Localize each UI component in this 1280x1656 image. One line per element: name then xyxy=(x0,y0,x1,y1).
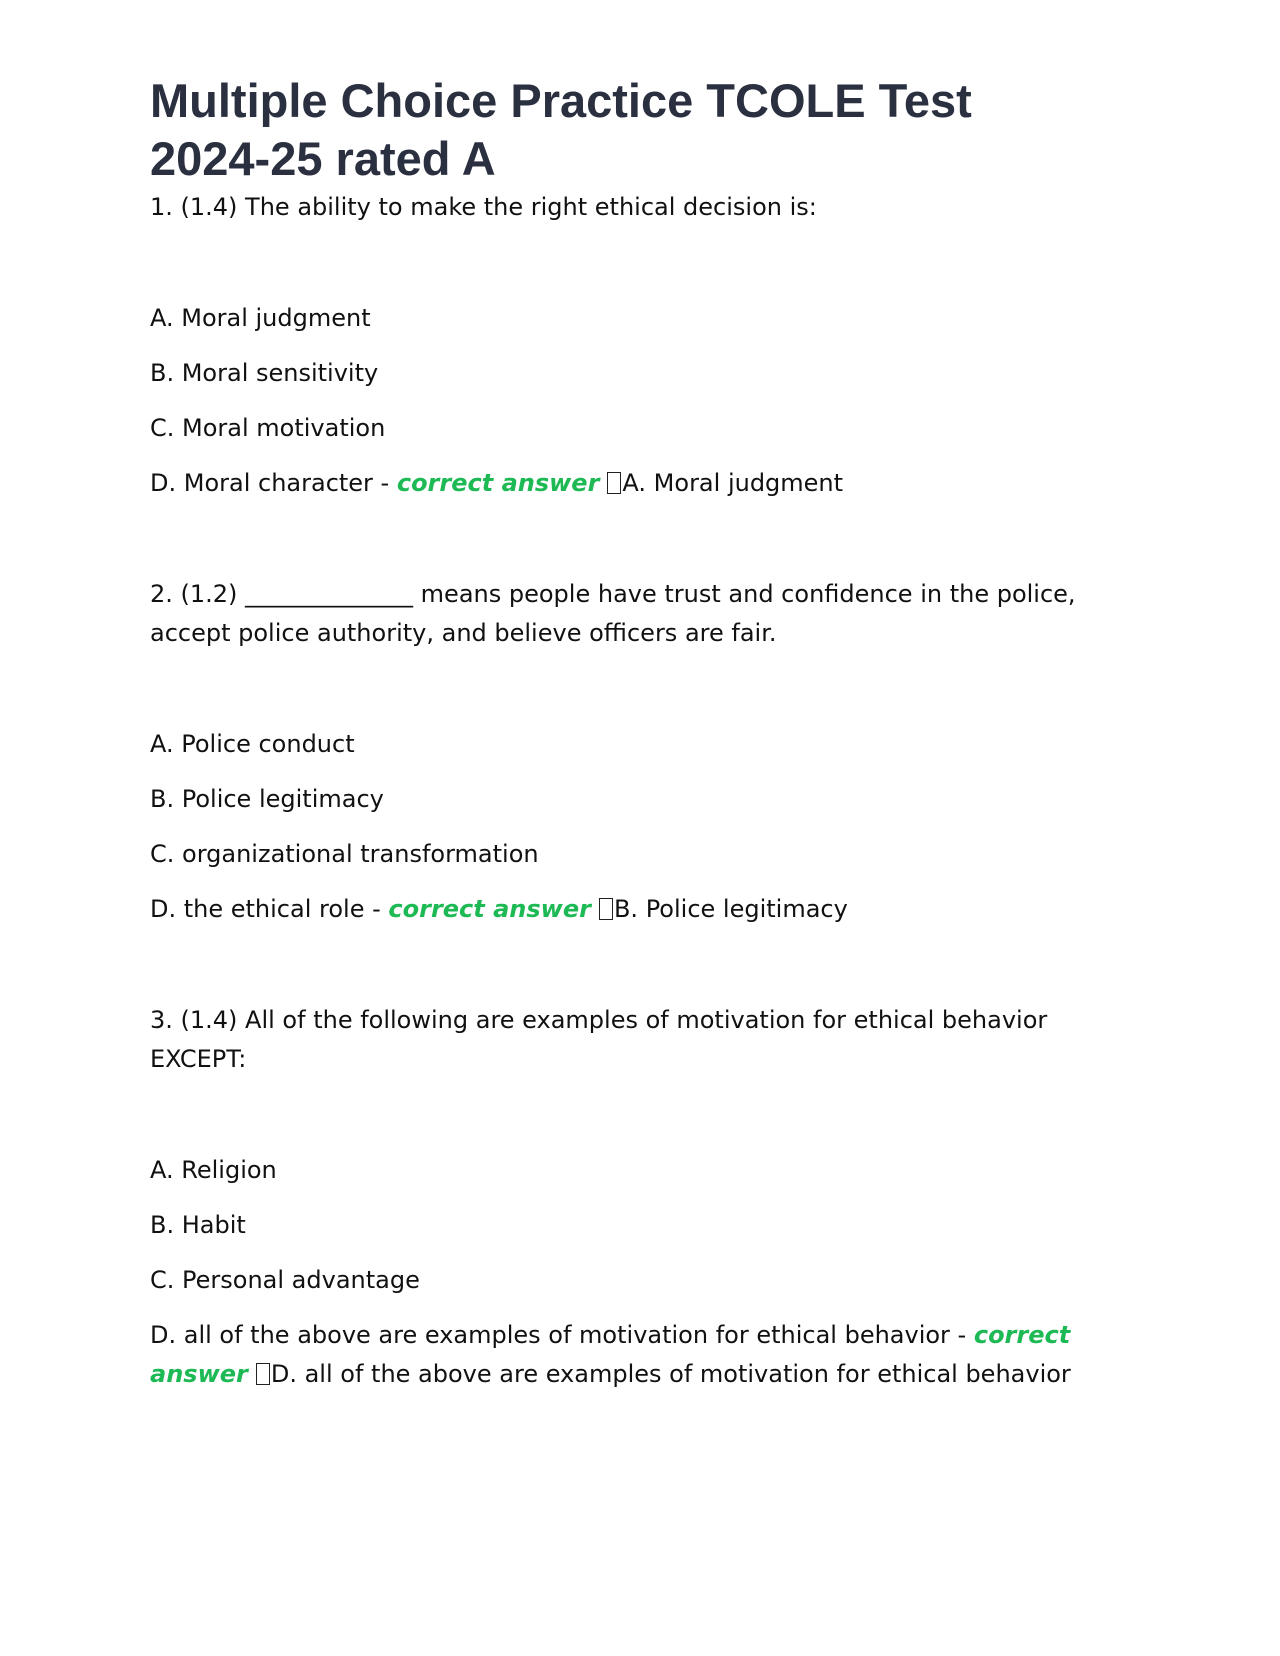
missing-glyph-box-icon xyxy=(607,472,621,494)
option-c: C. Personal advantage xyxy=(150,1266,420,1294)
question-1 xyxy=(150,188,1090,503)
question-list xyxy=(150,188,1090,1394)
correct-answer-text: D. all of the above are examples of motivation for ethical behavior xyxy=(270,1360,1071,1388)
question-text: 1. (1.4) The ability to make the right ethical decision is: xyxy=(150,193,817,221)
document-page xyxy=(150,72,1090,1394)
option-d: D. Moral character - xyxy=(150,469,397,497)
question-text: 3. (1.4) All of the following are examples of motivation for ethical behavior EXCEPT: xyxy=(150,1006,1048,1073)
document-title: Multiple Choice Practice TCOLE Test 2024-25 rated A xyxy=(150,74,972,185)
correct-answer-text: A. Moral judgment xyxy=(622,469,844,497)
option-d-with-answer xyxy=(150,890,1090,929)
missing-glyph-box-icon xyxy=(256,1363,270,1385)
correct-answer-text: B. Police legitimacy xyxy=(613,895,848,923)
option-b: B. Police legitimacy xyxy=(150,785,384,813)
option-d: D. all of the above are examples of motivation for ethical behavior - xyxy=(150,1321,974,1349)
option-b: B. Habit xyxy=(150,1211,246,1239)
question-3 xyxy=(150,1001,1090,1394)
option-d-with-answer xyxy=(150,464,1090,503)
correct-answer-label: correct answer xyxy=(396,469,600,497)
option-c: C. Moral motivation xyxy=(150,414,386,442)
question-2 xyxy=(150,575,1090,929)
question-text: 2. (1.2) ______________ means people have trust and confidence in the police, accept police authority, and believe officers are fair. xyxy=(150,580,1076,647)
option-c: C. organizational transformation xyxy=(150,840,539,868)
option-d: D. the ethical role - xyxy=(150,895,389,923)
option-a: A. Police conduct xyxy=(150,730,355,758)
option-a: A. Moral judgment xyxy=(150,304,371,332)
option-d-with-answer xyxy=(150,1316,1090,1394)
option-a: A. Religion xyxy=(150,1156,277,1184)
option-b: B. Moral sensitivity xyxy=(150,359,379,387)
correct-answer-label: correct answer xyxy=(150,1321,1071,1388)
correct-answer-label: correct answer xyxy=(388,895,591,923)
missing-glyph-box-icon xyxy=(599,898,613,920)
